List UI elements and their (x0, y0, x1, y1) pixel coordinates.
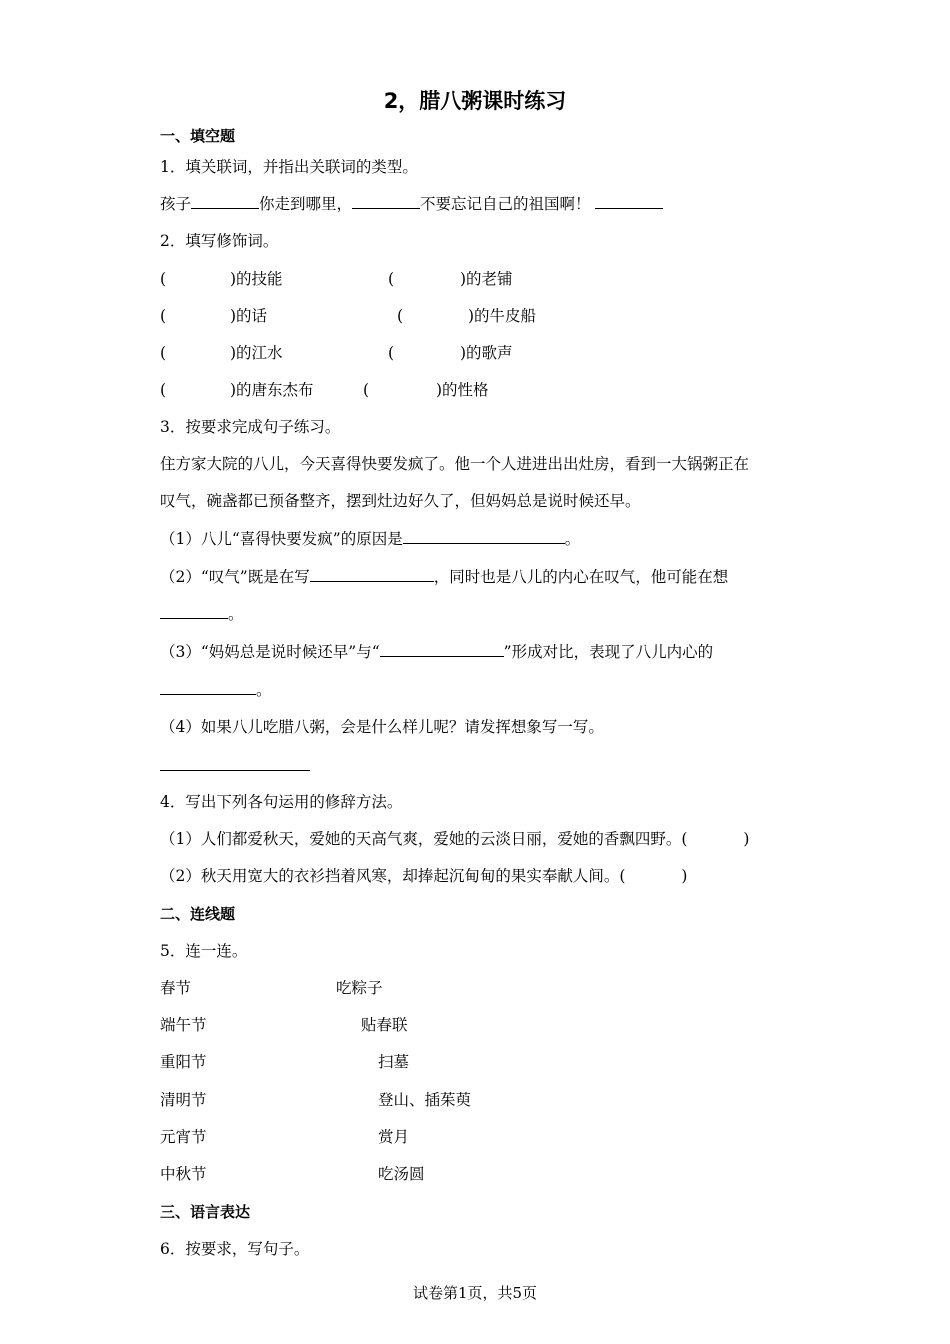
q2-prompt: 2．填写修饰词。 (160, 232, 279, 250)
q3-sub3-blank-2[interactable] (160, 680, 256, 695)
q2-item-label: )的歌声 (460, 344, 513, 362)
q3-sub2-end: 。 (228, 605, 244, 623)
q2-paren-open: ( (388, 344, 395, 362)
page-footer: 试卷第1页，共5页 (412, 1284, 538, 1302)
section-fill-blank: 一、填空题 (160, 127, 236, 145)
q5-right-item[interactable]: 扫墓 (378, 1053, 410, 1071)
q3-passage-line-2: 叹气，碗盏都已预备整齐，摆到灶边好久了，但妈妈总是说时候还早。 (160, 492, 641, 510)
q5-right-item[interactable]: 吃汤圆 (378, 1165, 425, 1183)
q1-text-2: 你走到哪里， (259, 195, 353, 213)
q2-paren-open: ( (160, 344, 167, 362)
q2-paren-open: ( (363, 381, 370, 399)
q2-item-label: )的牛皮船 (468, 307, 537, 325)
q2-paren-open: ( (388, 270, 395, 288)
q3-sub3 (160, 641, 713, 663)
q5-left-item[interactable]: 清明节 (160, 1091, 207, 1109)
q3-sub3-text-2: ”形成对比，表现了八儿内心的 (503, 643, 714, 661)
q5-right-item[interactable]: 贴春联 (361, 1016, 408, 1034)
q3-sub1-blank[interactable] (403, 529, 565, 544)
q3-sub1 (160, 528, 580, 550)
q1-blank-type[interactable] (595, 194, 663, 209)
q2-item-label: )的唐东杰布 (230, 381, 314, 399)
q5-right-item[interactable]: 赏月 (378, 1128, 410, 1146)
q3-passage-line-1: 住方家大院的八儿，今天喜得快要发疯了。他一个人进进出出灶房，看到一大锅粥正在 (160, 455, 750, 473)
q2-paren-open: ( (160, 270, 167, 288)
q4-s1-end: ) (743, 830, 750, 848)
q1-sentence (160, 193, 663, 215)
q5-left-item[interactable]: 重阳节 (160, 1053, 207, 1071)
q2-item-label: )的老铺 (460, 270, 513, 288)
q2-paren-open: ( (160, 381, 167, 399)
q5-prompt: 5．连一连。 (160, 942, 248, 960)
q4-s2-end: ) (681, 867, 688, 885)
q4-sentence-2 (160, 865, 687, 887)
q4-s1-text: （1）人们都爱秋天，爱她的天高气爽，爱她的云淡日丽，爱她的香飘四野。( (160, 830, 688, 848)
q3-sub3-end: 。 (256, 681, 272, 699)
q5-left-item[interactable]: 中秋节 (160, 1165, 207, 1183)
q1-blank-1[interactable] (191, 194, 259, 209)
q3-sub3-cont (160, 679, 272, 701)
q3-sub3-blank-1[interactable] (380, 642, 504, 657)
q2-item-label: )的技能 (230, 270, 283, 288)
q2-paren-open: ( (397, 307, 404, 325)
q2-item-label: )的性格 (436, 381, 489, 399)
q3-sub2 (160, 566, 728, 588)
q3-sub4: （4）如果八儿吃腊八粥，会是什么样儿呢？请发挥想象写一写。 (160, 718, 604, 736)
section-matching: 二、连线题 (160, 905, 236, 923)
q3-sub2-text: （2）“叹气”既是在写 (160, 568, 310, 586)
q3-sub1-end: 。 (564, 530, 581, 548)
section-language-expression: 三、语言表达 (160, 1203, 251, 1221)
q4-sentence-1 (160, 828, 749, 850)
q1-prompt: 1．填关联词，并指出关联词的类型。 (160, 158, 418, 176)
q3-sub2-blank-2[interactable] (160, 604, 228, 619)
q1-text-1: 孩子 (160, 195, 192, 213)
q3-sub4-answer-line[interactable] (160, 770, 310, 771)
q3-sub2-text-2: ，同时也是八儿的内心在叹气，他可能在想 (433, 568, 729, 586)
q1-text-3: 不要忘记自己的祖国啊！ (420, 195, 591, 213)
q5-left-item[interactable]: 春节 (160, 979, 192, 997)
q4-prompt: 4．写出下列各句运用的修辞方法。 (160, 793, 403, 811)
q3-sub2-blank-1[interactable] (310, 567, 434, 582)
q3-sub3-text: （3）“妈妈总是说时候还早”与“ (160, 643, 380, 661)
q1-blank-2[interactable] (352, 194, 420, 209)
q4-s2-text: （2）秋天用宽大的衣衫挡着风寒，却捧起沉甸甸的果实奉献人间。( (160, 867, 626, 885)
q3-sub1-text: （1）八儿“喜得快要发疯”的原因是 (160, 530, 403, 548)
q3-prompt: 3．按要求完成句子练习。 (160, 418, 341, 436)
page-title: 2，腊八粥课时练习 (383, 89, 567, 113)
q5-right-item[interactable]: 登山、插茱萸 (378, 1091, 472, 1109)
q6-prompt: 6．按要求，写句子。 (160, 1240, 310, 1258)
q2-paren-open: ( (160, 307, 167, 325)
q3-sub2-cont (160, 603, 244, 625)
q5-right-item[interactable]: 吃粽子 (336, 979, 383, 997)
q5-left-item[interactable]: 端午节 (160, 1016, 207, 1034)
q2-item-label: )的江水 (230, 344, 283, 362)
q5-left-item[interactable]: 元宵节 (160, 1128, 207, 1146)
q2-item-label: )的话 (230, 307, 268, 325)
